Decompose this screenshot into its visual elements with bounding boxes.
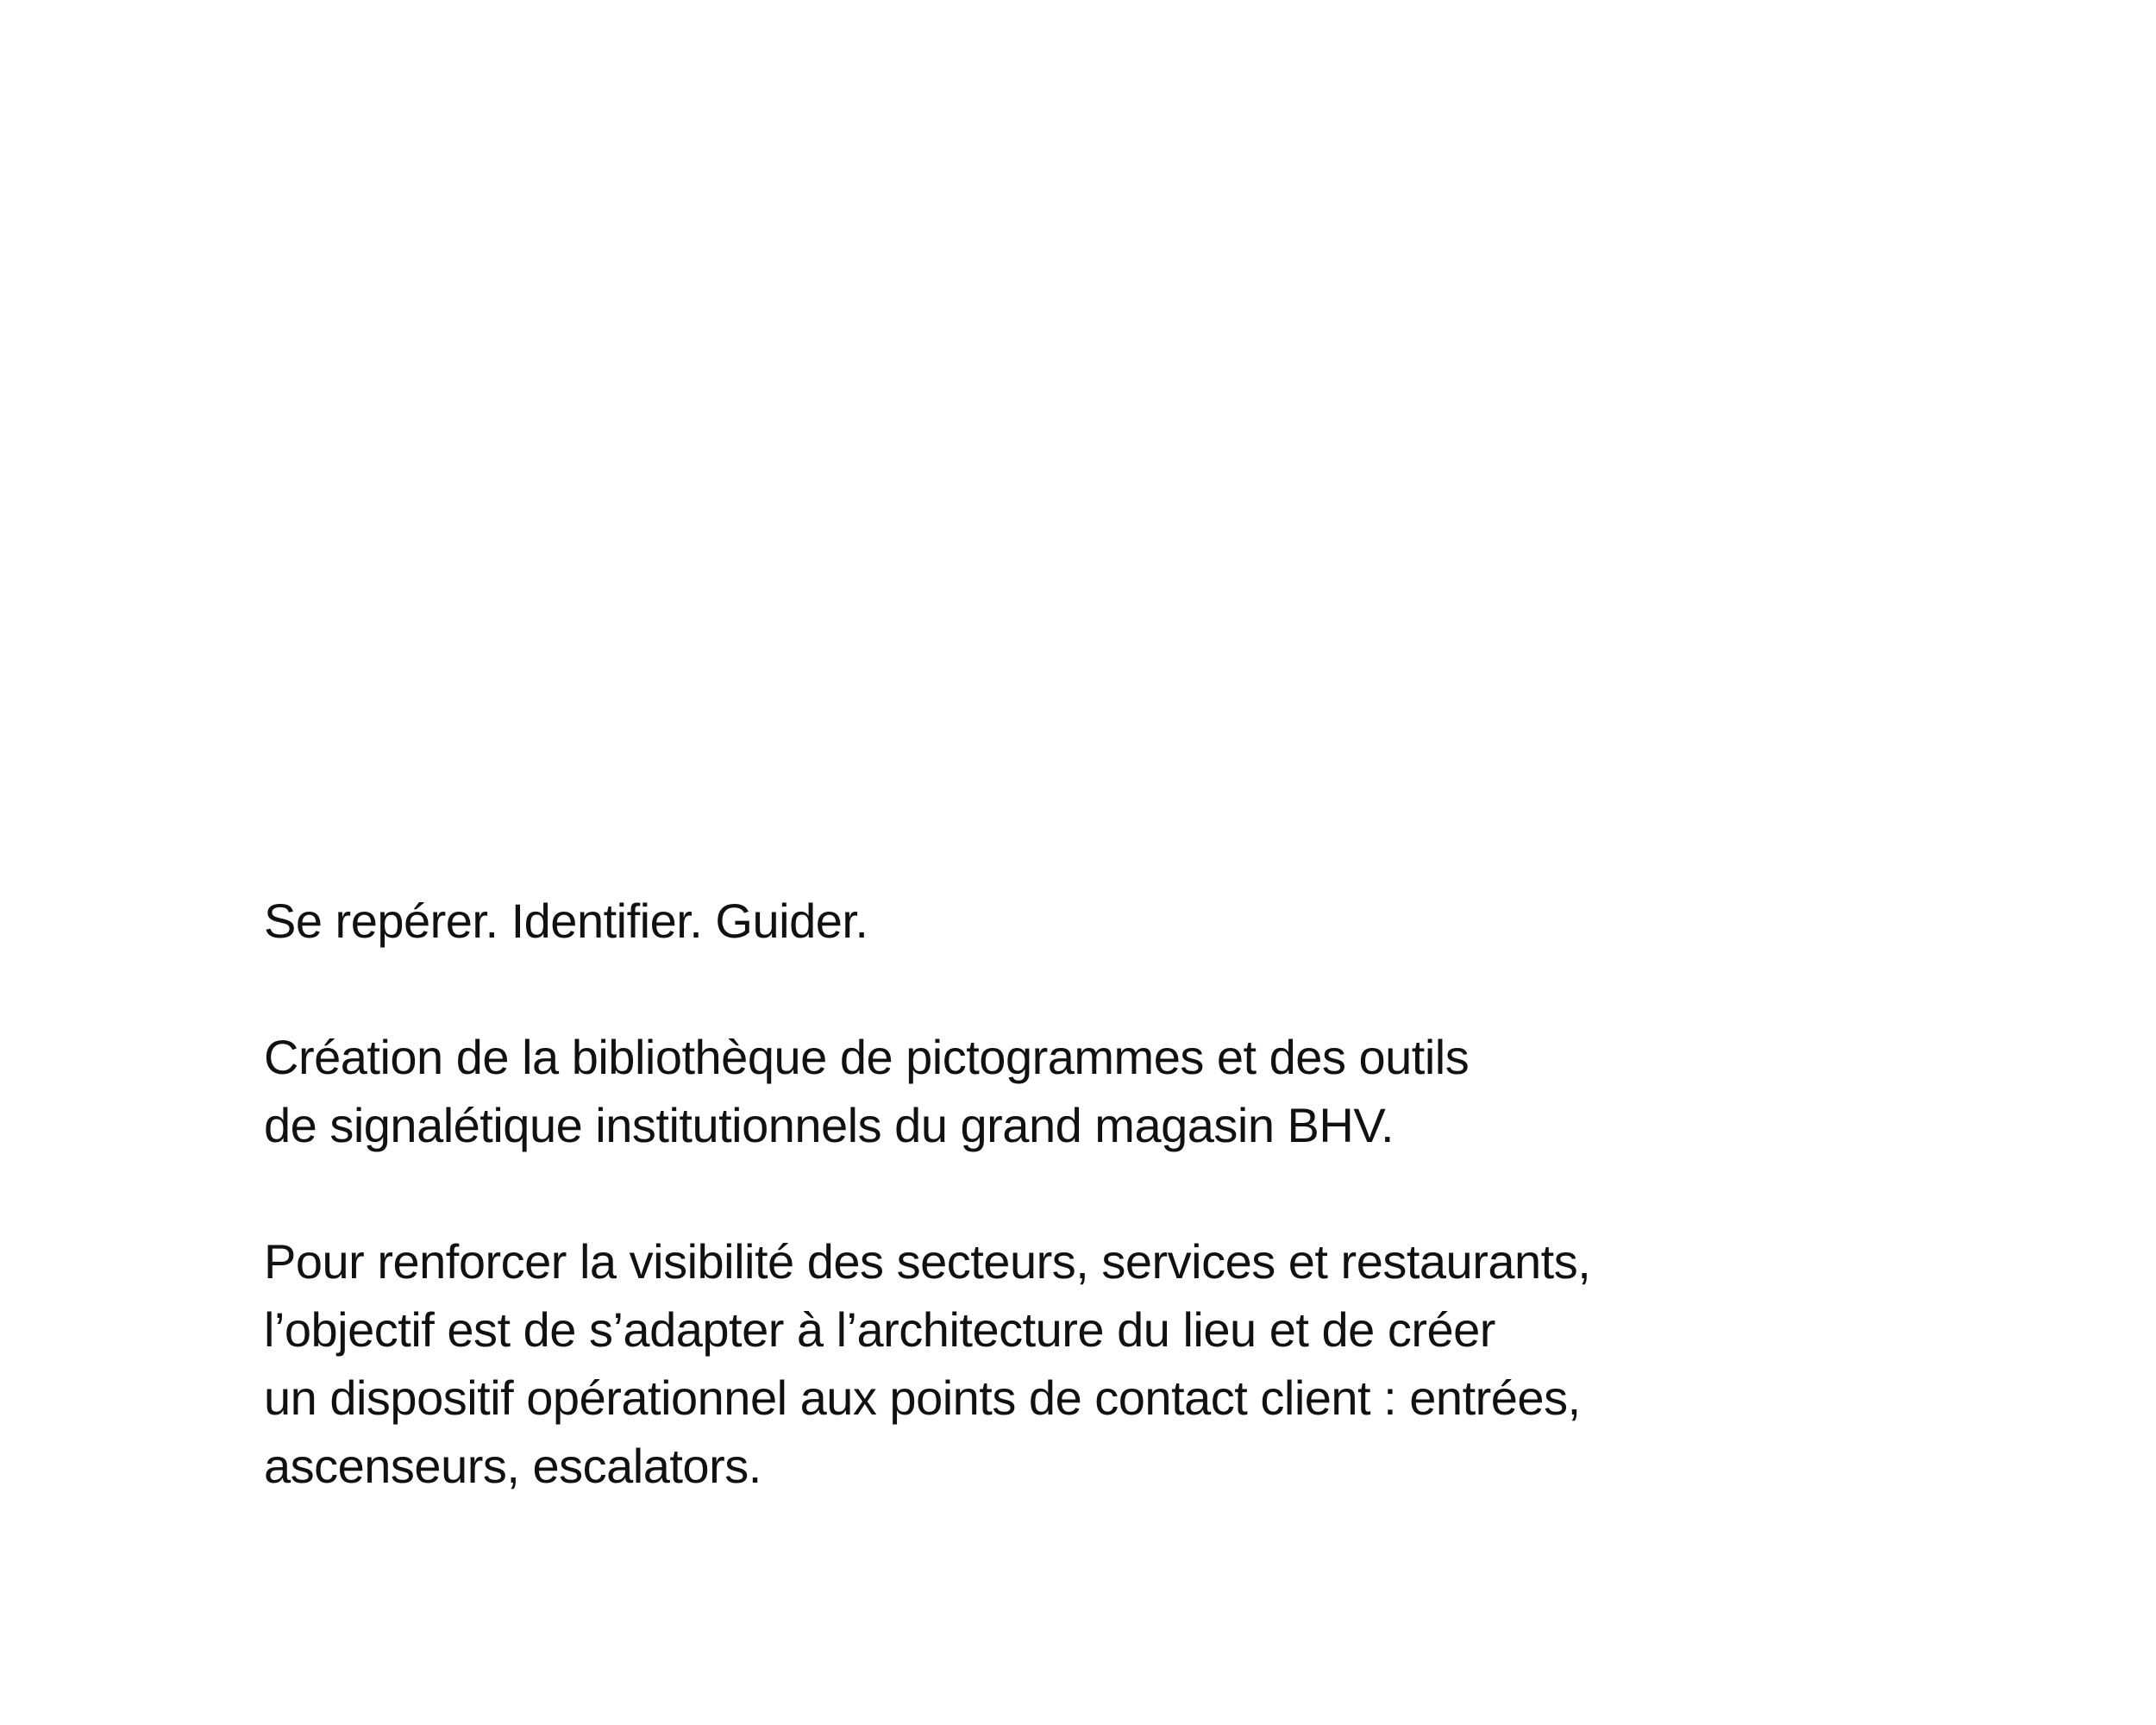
body-paragraph (264, 1227, 1989, 1500)
intro-paragraph (264, 1023, 1989, 1159)
intro-line: de signalétique institutionnels du grand magasin BHV. (264, 1098, 1395, 1152)
body-line: l’objectif est de s’adapter à l’architecture du lieu et de créer (264, 1302, 1495, 1357)
text-block (264, 887, 1989, 1500)
body-line: ascenseurs, escalators. (264, 1439, 761, 1493)
body-line: un dispositif opérationnel aux points de contact client : entrées, (264, 1371, 1581, 1425)
body-line: Pour renforcer la visibilité des secteurs, services et restaurants, (264, 1234, 1591, 1289)
tagline-text: Se repérer. Identifier. Guider. (264, 894, 868, 948)
intro-line: Création de la bibliothèque de pictogrammes et des outils (264, 1030, 1470, 1084)
tagline (264, 887, 1989, 955)
